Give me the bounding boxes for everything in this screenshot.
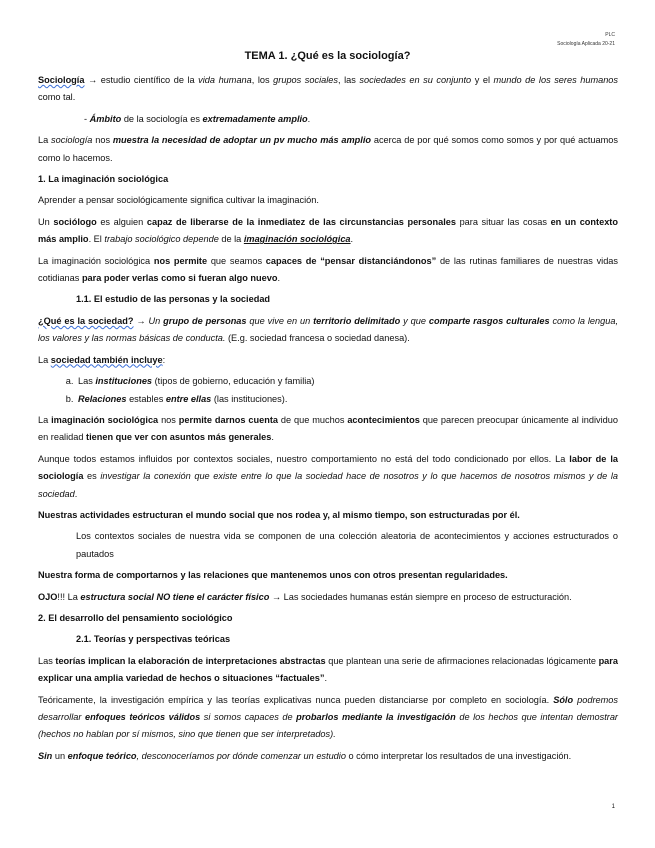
paragraph-teoricamente: Teóricamente, la investigación empírica y las teorías explicativas nunca pueden distanciarse por completo en sociología. Sólo podremos desarrollar enfoques teóricos válidos si somos capaces de probarlos mediante la investigación de los hechos que intentan demostrar (hechos no hablan por sí mismos, sino que tienen que ser interpretados). [38, 694, 618, 740]
society-includes-list [38, 373, 618, 408]
page-title: TEMA 1. ¿Qué es la sociología? [244, 50, 411, 62]
paragraph-aprender: Aprender a pensar sociológicamente significa cultivar la imaginación. [38, 195, 319, 206]
arrow-icon: → [88, 75, 98, 85]
arrow-icon: → [136, 315, 146, 326]
document-body [38, 72, 618, 769]
paragraph-ambito: - Ámbito de la sociología es extremadamente amplio. [84, 113, 311, 124]
paragraph-contextos: Los contextos sociales de nuestra vida se componen de una colección aleatoria de acontecimientos y acciones estructurados o pautados [76, 531, 618, 559]
list-item: a. Las instituciones (tipos de gobierno, educación y familia) [76, 373, 618, 390]
list-item: b. Relaciones estables entre ellas (las instituciones). [76, 391, 618, 408]
paragraph-necesidad: La sociología nos muestra la necesidad de adoptar un pv mucho más amplio acerca de por qué somos como somos y por qué actuamos como lo hacemos. [38, 135, 619, 163]
paragraph-sociologo: Un sociólogo es alguien capaz de liberarse de la inmediatez de las circunstancias personales para situar las cosas en un contexto más amplio. El trabajo sociológico depende de la imaginación sociológica. [38, 216, 618, 245]
paragraph-forma: Nuestra forma de comportarnos y las relaciones que mantenemos unos con otros presentan regularidades. [38, 570, 508, 581]
heading-section-2: 2. El desarrollo del pensamiento sociológico [38, 612, 233, 623]
arrow-icon: → [271, 591, 282, 602]
paragraph-incluye: La sociedad también incluye: [38, 354, 166, 365]
paragraph-actividades: Nuestras actividades estructuran el mundo social que nos rodea y, al mismo tiempo, son estructuradas por él. [38, 509, 520, 520]
header-author: PLC [605, 32, 615, 38]
header-course: Sociología Aplicada 20-21 [557, 41, 615, 47]
paragraph-imaginacion: La imaginación sociológica nos permite que seamos capaces de “pensar distanciándonos” de las rutinas familiares de nuestras vidas cotidianas para poder verlas como si fueran algo nuevo. [38, 255, 619, 284]
page-number: 1 [611, 804, 615, 810]
paragraph-ojo: OJO!!! La estructura social NO tiene el carácter físico → Las sociedades humanas están siempre en proceso de estructuración. [38, 591, 572, 602]
paragraph-que-sociedad: ¿Qué es la sociedad? → Un grupo de personas que vive en un territorio delimitado y que comparte rasgos culturales como la lengua, los valores y las normas básicas de conducta. (E.g. sociedad francesa o sociedad danesa). [38, 315, 619, 344]
term-sociologia: Sociología [38, 75, 85, 85]
paragraph-teorias: Las teorías implican la elaboración de interpretaciones abstractas que plantean una serie de afirmaciones relacionadas lógicamente para explicar una amplia variedad de hechos o situaciones “factuales”. [38, 655, 618, 684]
paragraph-sin: Sin un enfoque teórico, desconoceríamos por dónde comenzar un estudio o cómo interpretar los resultados de una investigación. [38, 750, 572, 761]
paragraph-definition: Sociología → estudio científico de la vida humana, los grupos sociales, las sociedades en su conjunto y el mundo de los seres humanos como tal. [38, 75, 619, 103]
paragraph-influidos-labor: Aunque todos estamos influidos por contextos sociales, nuestro comportamiento no está del todo condicionado por ellos. La labor de la sociología es investigar la conexión que existe entre lo que la sociedad hace de nosotros y lo que hacemos de nosotros mismos y de la sociedad. [38, 453, 619, 499]
paragraph-permite: La imaginación sociológica nos permite darnos cuenta de que muchos acontecimientos que parecen preocupar únicamente al individuo en realidad tienen que ver con asuntos más generales. [38, 414, 618, 443]
heading-section-2-1: 2.1. Teorías y perspectivas teóricas [76, 634, 231, 645]
heading-section-1: 1. La imaginación sociológica [38, 174, 169, 185]
heading-section-1-1: 1.1. El estudio de las personas y la sociedad [76, 294, 271, 305]
